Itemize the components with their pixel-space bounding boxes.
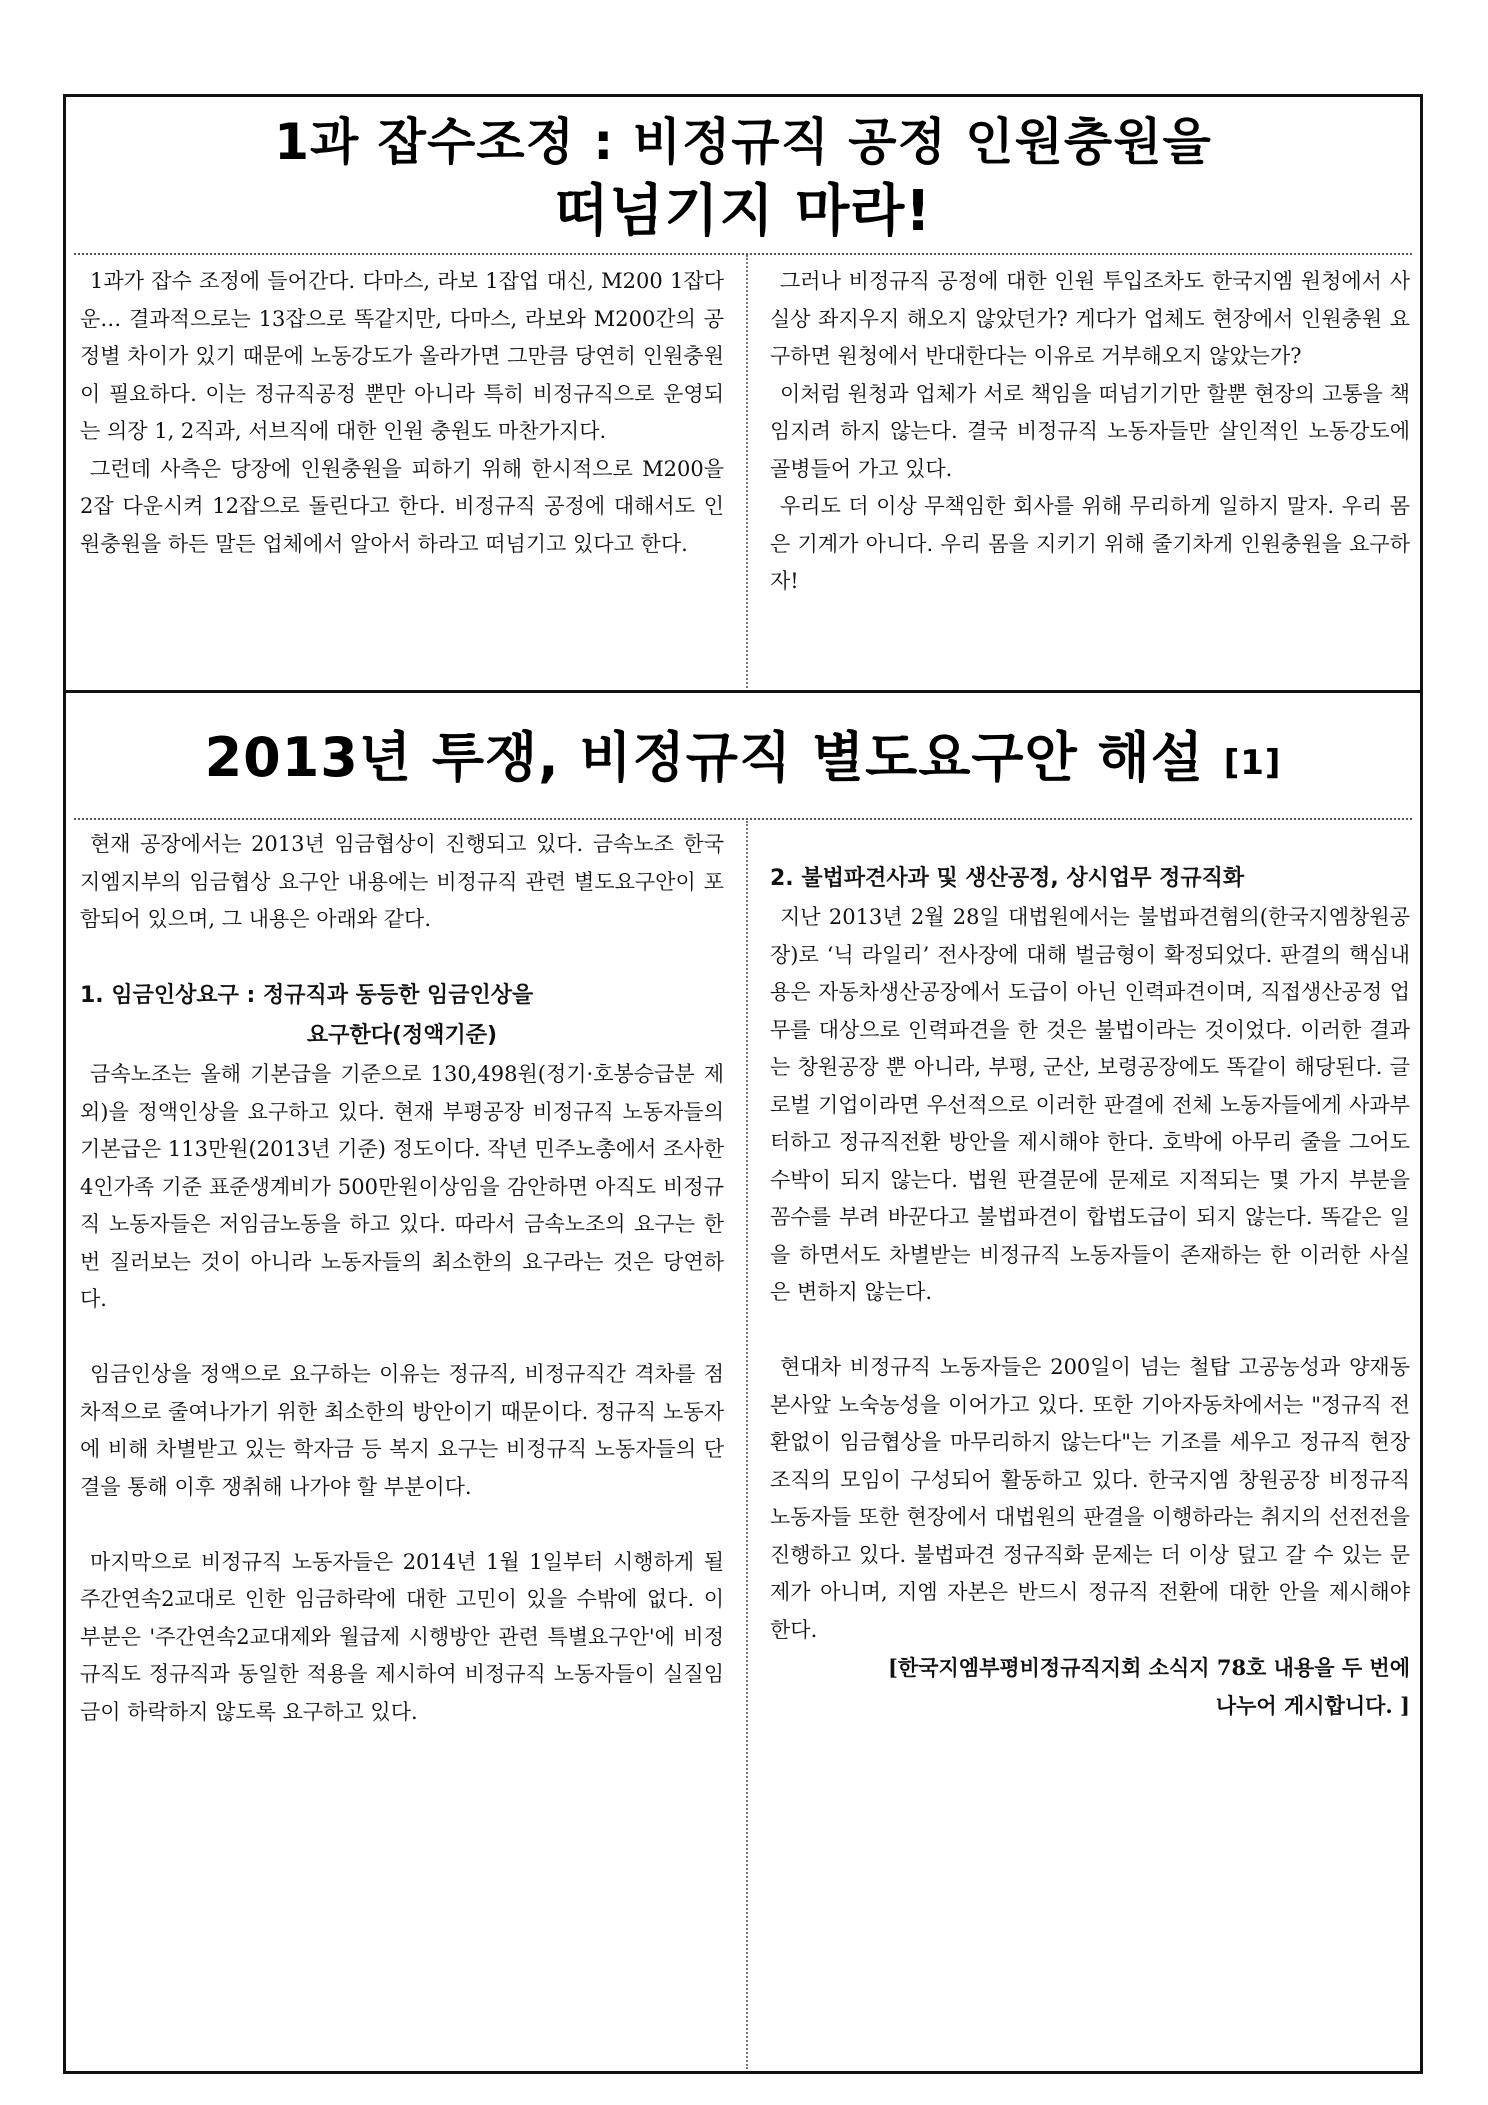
paragraph: 마지막으로 비정규직 노동자들은 2014년 1월 1일부터 시행하게 될 주간연속2교대로 인한 임금하락에 대한 고민이 있을 수밖에 없다. 이 부분은 '주간연속2교대제와 월급제 시행방안 관련 특별요구안'에 비정규직도 정규직과 동일한 적용을 제시하여 비정규직 노동자들이 실질임금이 하락하지 않도록 요구하고 있다.	[80, 1549, 724, 1724]
dotted-divider	[74, 253, 1412, 255]
paragraph: 그러나 비정규직 공정에 대한 인원 투입조차도 한국지엠 원청에서 사실상 좌지우지 해오지 않았던가? 게다가 업체도 현장에서 인원충원 요구하면 원청에서 반대한다는 이유로 거부해오지 않았는가?	[770, 269, 1410, 368]
dotted-divider	[74, 818, 1412, 820]
article-1	[66, 97, 1420, 690]
column-divider	[746, 255, 748, 688]
paragraph: 우리도 더 이상 무책임한 회사를 위해 무리하게 일하지 말자. 우리 몸은 기계가 아니다. 우리 몸을 지키기 위해 줄기차게 인원충원을 요구하자!	[770, 494, 1410, 593]
article-2-title-text: 2013년 투쟁, 비정규직 별도요구안 해설	[204, 726, 1204, 789]
paragraph: 임금인상을 정액으로 요구하는 이유는 정규직, 비정규직간 격차를 점차적으로 줄여나가기 위한 최소한의 방안이기 때문이다. 정규직 노동자에 비해 차별받고 있는 학자금 등 복지 요구는 비정규직 노동자들의 단결을 통해 이후 쟁취해 나가야 할 부분이다.	[80, 1362, 724, 1499]
article-1-title-line1: 1과 잡수조정 : 비정규직 공정 인원충원을	[274, 113, 1212, 171]
paragraph: 이처럼 원청과 업체가 서로 책임을 떠넘기기만 할뿐 현장의 고통을 책임지려 하지 않는다. 결국 비정규직 노동자들만 살인적인 노동강도에 골병들어 가고 있다.	[770, 381, 1410, 481]
heading-1-line1: 1. 임금인상요구 : 정규직과 동등한 임금인상을	[80, 983, 534, 1008]
article-1-left-column	[80, 263, 724, 563]
page-frame	[63, 94, 1423, 2074]
paragraph: 금속노조는 올해 기본급을 기준으로 130,498원(정기·호봉승급분 제외)을 정액인상을 요구하고 있다. 현재 부평공장 비정규직 노동자들의 기본급은 113만원(2013년 기준) 정도이다. 작년 민주노총에서 조사한 4인가족 기준 표준생계비가 500만원이상임을 감안하면 아직도 비정규직 노동자들은 저임금노동을 하고 있다. 따라서 금속노조의 요구는 한번 질러보는 것이 아니라 노동자들의 최소한의 요구라는 것은 당연하다.	[80, 1062, 724, 1311]
article-1-title-line2: 떠넘기지 마라!	[554, 179, 932, 244]
article-2-title	[66, 719, 1420, 802]
article-2-title-suffix: [1]	[1223, 743, 1282, 783]
column-divider	[746, 821, 748, 2069]
article-2-left-column	[80, 826, 724, 1731]
paragraph: 현대차 비정규직 노동자들은 200일이 넘는 철탑 고공농성과 양재동 본사앞 노숙농성을 이어가고 있다. 또한 기아자동차에서는 "정규직 전환없이 임금협상을 마무리하지 않는다"는 기조를 세우고 정규직 현장조직의 모임이 구성되어 활동하고 있다. 한국지엠 창원공장 비정규직 노동자들 또한 현장에서 대법원의 판결을 이행하라는 취지의 선전전을 진행하고 있다. 불법파견 정규직화 문제는 더 이상 덮고 갈 수 있는 문제가 아니며, 지엠 자본은 반드시 정규직 전환에 대한 안을 제시해야 한다.	[770, 1355, 1410, 1642]
paragraph: 그런데 사측은 당장에 인원충원을 피하기 위해 한시적으로 M200을 2잡 다운시켜 12잡으로 돌린다고 한다. 비정규직 공정에 대해서도 인원충원을 하든 말든 업체에서 알아서 하라고 떠넘기고 있다고 한다.	[80, 456, 724, 556]
article-1-right-column	[770, 263, 1410, 601]
intro-paragraph: 현재 공장에서는 2013년 임금협상이 진행되고 있다. 금속노조 한국지엠지부의 임금협상 요구안 내용에는 비정규직 관련 별도요구안이 포함되어 있으며, 그 내용은 아래와 같다.	[80, 832, 724, 931]
heading-1-line2: 요구한다(정액기준)	[306, 1023, 498, 1048]
source-note-line2: 나누어 게시합니다. ]	[1215, 1693, 1410, 1718]
article-2-right-column	[770, 859, 1410, 1725]
paragraph: 1과가 잡수 조정에 들어간다. 다마스, 라보 1잡업 대신, M200 1잡다운… 결과적으로는 13잡으로 똑같지만, 다마스, 라보와 M200간의 공정별 차이가 있기 때문에 노동강도가 올라가면 그만큼 당연히 인원충원이 필요하다. 이는 정규직공정 뿐만 아니라 특히 비정규직으로 운영되는 의장 1, 2직과, 서브직에 대한 인원 충원도 마찬가지다.	[80, 269, 724, 443]
article-2	[66, 693, 1420, 2071]
heading-2: 2. 불법파견사과 및 생산공정, 상시업무 정규직화	[770, 866, 1245, 891]
source-note-line1: [한국지엠부평비정규직지회 소식지 78호 내용을 두 번에	[887, 1655, 1410, 1680]
paragraph: 지난 2013년 2월 28일 대법원에서는 불법파견혐의(한국지엠창원공장)로 ‘닉 라일리’ 전사장에 대해 벌금형이 확정되었다. 판결의 핵심내용은 자동차생산공장에서 도급이 아닌 인력파견이며, 직접생산공정 업무를 대상으로 인력파견을 한 것은 불법이라는 것이었다. 이러한 결과는 창원공장 뿐 아니라, 부평, 군산, 보령공장에도 똑같이 해당된다. 글로벌 기업이라면 우선적으로 이러한 판결에 전체 노동자들에게 사과부터하고 정규직전환 방안을 제시해야 한다. 호박에 아무리 줄을 그어도 수박이 되지 않는다. 법원 판결문에 문제로 지적되는 몇 가지 부분을 꼼수를 부려 바꾼다고 불법파견이 합법도급이 되지 않는다. 똑같은 일을 하면서도 차별받는 비정규직 노동자들이 존재하는 한 이러한 사실은 변하지 않는다.	[770, 905, 1410, 1304]
